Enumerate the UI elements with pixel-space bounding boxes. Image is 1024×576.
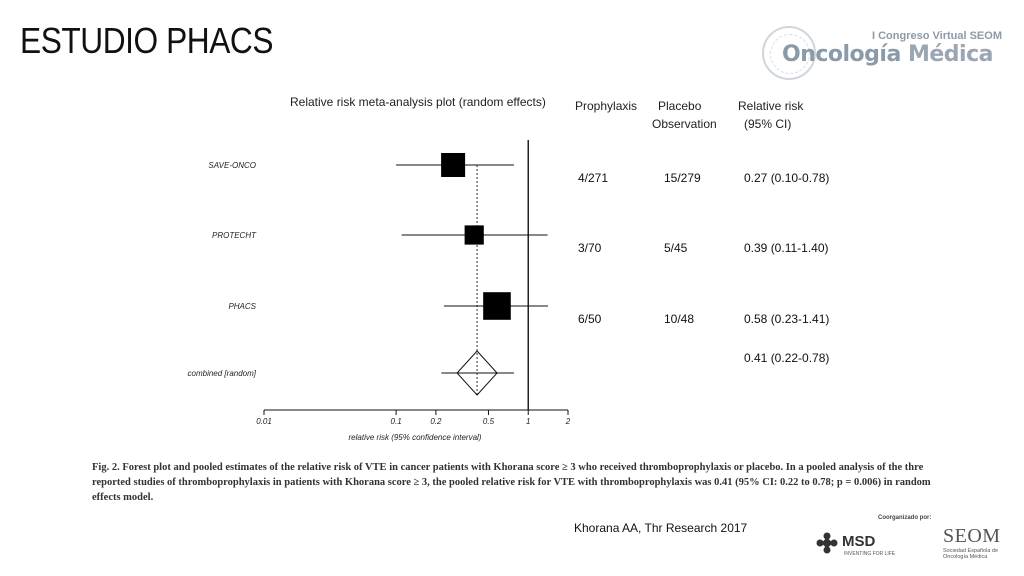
- relative-risk-value: 0.39 (0.11-1.40): [744, 241, 829, 255]
- placebo-value: 5/45: [664, 241, 688, 255]
- brand-part2: Médica: [900, 42, 993, 67]
- header-placebo-line2: Observation: [652, 117, 717, 131]
- header-prophylaxis: Prophylaxis: [575, 99, 638, 113]
- x-axis-label: relative risk (95% confidence interval): [348, 433, 482, 442]
- x-tick-label: 2: [565, 417, 571, 426]
- msd-tagline: INVENTING FOR LIFE: [844, 551, 896, 557]
- effect-marker: [441, 153, 465, 177]
- placebo-value: 10/48: [664, 312, 695, 326]
- effect-marker: [483, 292, 511, 320]
- study-label: SAVE-ONCO: [208, 161, 256, 170]
- msd-name: MSD: [842, 533, 876, 550]
- study-label: PROTECHT: [212, 231, 256, 240]
- relative-risk-value: 0.58 (0.23-1.41): [744, 312, 830, 326]
- header-rr-line2: (95% CI): [744, 117, 792, 131]
- combined-relative-risk-value: 0.41 (0.22-0.78): [744, 351, 830, 365]
- x-tick-label: 0.01: [256, 417, 272, 426]
- x-tick-label: 0.5: [482, 417, 495, 426]
- header-placebo-line1: Placebo: [658, 99, 702, 113]
- congress-name: I Congreso Virtual SEOM: [872, 30, 1002, 42]
- source-citation: Khorana AA, Thr Research 2017: [574, 521, 748, 535]
- header-rr-line1: Relative risk: [738, 99, 804, 113]
- coorganized-label: Coorganizado por:: [878, 515, 932, 521]
- prophylaxis-value: 4/271: [578, 171, 609, 185]
- combined-label: combined [random]: [187, 369, 256, 378]
- seom-name: SEOM: [943, 525, 1001, 547]
- msd-mark-icon: [816, 532, 838, 554]
- prophylaxis-value: 6/50: [578, 312, 602, 326]
- relative-risk-value: 0.27 (0.10-0.78): [744, 171, 830, 185]
- seom-logo: [943, 525, 1013, 560]
- study-label: PHACS: [228, 302, 256, 311]
- x-tick-label: 1: [526, 417, 531, 426]
- chart-title: Relative risk meta-analysis plot (random effects): [290, 95, 546, 109]
- figure-caption: Fig. 2. Forest plot and pooled estimates of the relative risk of VTE in cancer patients with Khorana score ≥ 3 who received thromboprophylaxis or placebo. In a pooled analysis of the thre reported studies of thromboprophylaxis in patients with Khorana score ≥ 3, the pooled relative risk for VTE with thromboprophylaxis was 0.41 (95% CI: 0.22 to 0.78; p = 0.006) in random effects model.: [92, 462, 931, 503]
- placebo-value: 15/279: [664, 171, 701, 185]
- msd-logo: [816, 530, 906, 556]
- prophylaxis-value: 3/70: [578, 241, 602, 255]
- x-tick-label: 0.2: [430, 417, 442, 426]
- x-tick-label: 0.1: [390, 417, 402, 426]
- effect-marker: [465, 225, 484, 244]
- seom-subtitle: Sociedad Española de Oncología Médica: [943, 548, 999, 560]
- slide-title: ESTUDIO PHACS: [20, 20, 274, 61]
- brand-part1: Oncología: [782, 42, 901, 67]
